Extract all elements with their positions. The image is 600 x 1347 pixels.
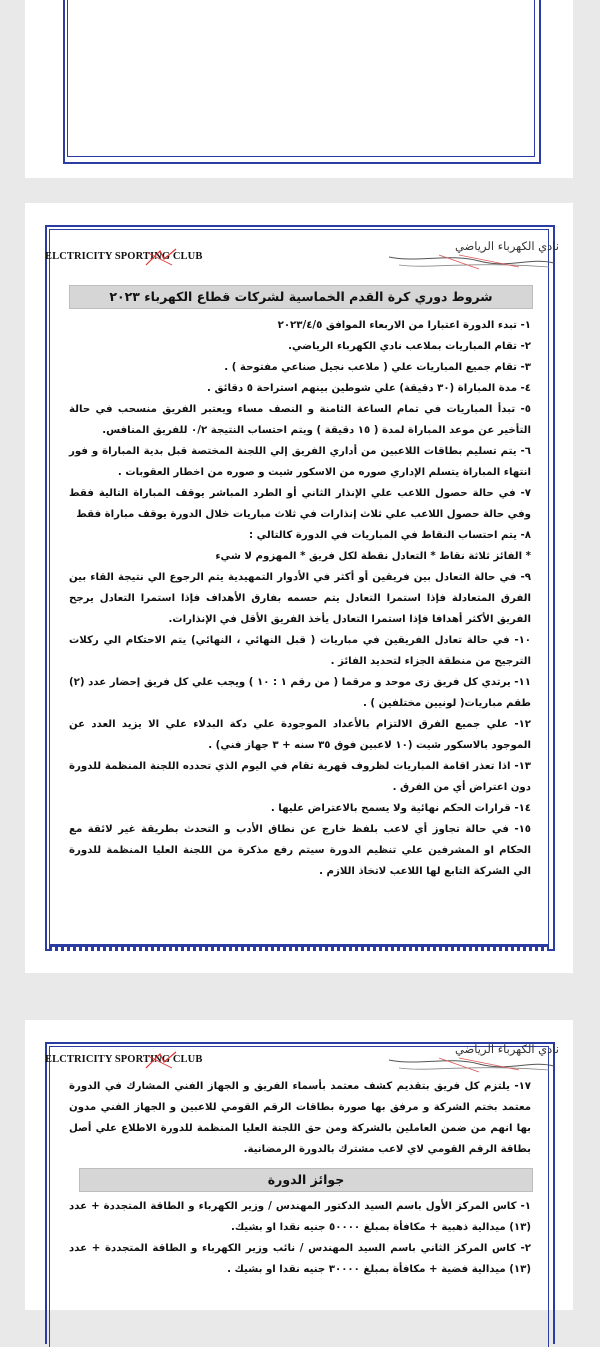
list-item: ١١- يرتدي كل فريق زى موحد و مرقما ( من رقم ١ : ١٠ ) ويجب علي كل فريق إحضار عدد (٢) طقم مباريات( لونيين مختلفين ) . (69, 677, 531, 709)
page-top-fragment (25, 0, 573, 178)
list-item: ٤- مدة المباراة (٣٠ دقيقة) علي شوطين بينهم استراحة ٥ دقائق . (207, 383, 531, 394)
list-item: ٩- في حالة التعادل بين فريقين أو أكثر في الأدوار التمهيدية يتم الرجوع الي نتيجة القاء بين الفرق المتعادلة فإذا استمرا التعادل يتم حسمه بفارق الأهداف فإذا استمرا التعادل يرجح الفريق الأكثر أهدافا فإذا استمرا التعادل يأخذ الفريق الأقل في الإنذارات. (69, 572, 531, 625)
prizes-list (69, 1196, 531, 1280)
list-item: * الفائز ثلاثة نقاط * التعادل نقطة لكل فريق * المهزوم لا شيء (215, 551, 531, 562)
club-name-arabic: نادي الكهرباء الرياضي (454, 1042, 559, 1056)
list-item: ١٥- في حالة تجاوز أي لاعب بلفظ خارج عن نطاق الأدب و التحدث بطريقة غير لائقة مع الحكام او المشرفين علي تنظيم الدورة سيتم رفع مذكرة من اللجنة العليا المنظمة للدورة الي الشركة التابع لها اللاعب لاتخاذ اللازم . (69, 824, 531, 877)
list-item: ١٠- في حالة تعادل الفريقين في مباريات ( قبل النهائي ، النهائي) يتم الاحتكام الي ركلات الترجيح من منطقة الجزاء لتحديد الفائز . (69, 635, 531, 667)
prizes-title: جوائز الدورة (79, 1168, 533, 1192)
rules-list (69, 315, 531, 882)
rules-list-continued (69, 1076, 531, 1160)
list-item: ٦- يتم تسليم بطاقات اللاعبين من أداري الفريق إلي اللجنة المختصة قبل بدية المباراة و فور انتهاء المباراة يتسلم الإداري صوره من الاسكور شيت و صوره من اخطار العقوبات . (69, 446, 531, 478)
logo-scribble-icon (379, 253, 559, 271)
list-item: ١٣- اذا تعذر اقامة المباريات لظروف قهرية تقام في اليوم الذي تحدده اللجنة المنظمة للدورة دون اعتراض أي من الفرق . (69, 761, 531, 793)
list-item: ٧- في حالة حصول اللاعب علي الإنذار الثاني أو الطرد المباشر يوقف المباراة التالية فقط وفي حالة حصول اللاعب علي ثلاث إنذارات في ثلاث مباريات خلال الدورة يوقف مباراة فقط (69, 488, 531, 520)
stamp-icon (142, 247, 182, 269)
list-item: ١٢- علي جميع الفرق الالتزام بالأعداد الموجودة علي دكة البدلاء علي الا يزيد العدد عن الموجود بالاسكور شيت (١٠ لاعبين فوق ٣٥ سنه + ٣ جهاز فني) . (69, 719, 531, 751)
list-item: ٢- تقام المباريات بملاعب نادي الكهرباء الرياضي. (288, 341, 531, 352)
club-name-arabic: نادي الكهرباء الرياضي (454, 239, 559, 253)
list-item: ٨- يتم احتساب النقاط في المباريات في الدورة كالتالي : (249, 530, 531, 541)
list-item: ٥- تبدأ المباريات في تمام الساعة الثامنة و النصف مساء ويعتبر الفريق منسحب في حالة التأخير عن موعد المباراة لمدة ( ١٥ دقيقة ) ويتم احتساب النتيجة ٠/٢ للفريق المنافس. (69, 404, 531, 436)
list-item: ٣- تقام جميع المباريات علي ( ملاعب نجيل صناعي مفتوحة ) . (224, 362, 531, 373)
page-header (25, 239, 573, 273)
document-title: شروط دوري كرة القدم الخماسية لشركات قطاع الكهرباء ٢٠٢٣ (69, 285, 533, 309)
club-logo-arabic (379, 1042, 559, 1076)
club-logo-arabic (379, 239, 559, 273)
club-name-english: ELCTRICITY SPORTING CLUB (45, 251, 203, 262)
stamp-icon (142, 1050, 182, 1072)
page-header (25, 1042, 573, 1076)
page-border-inner (67, 0, 535, 157)
list-item: ١- تبدء الدورة اعتبارا من الاربعاء الموافق ٢٠٢٣/٤/٥ (277, 320, 531, 331)
page-border-strip (49, 945, 549, 951)
club-name-english: ELCTRICITY SPORTING CLUB (45, 1054, 203, 1065)
list-item: ١- كاس المركز الأول باسم السيد الدكتور المهندس / وزير الكهرباء و الطاقة المتجددة + عدد (١٣) ميدالية ذهبية + مكافأة بمبلغ ٥٠٠٠٠ جنيه نقدا او بشيك. (69, 1201, 531, 1233)
document-page-1 (25, 203, 573, 973)
logo-scribble-icon (379, 1056, 559, 1074)
list-item: ١٤- قرارات الحكم نهائية ولا يسمح بالاعتراض عليها . (270, 803, 531, 814)
list-item: ١٧- يلتزم كل فريق بتقديم كشف معتمد بأسماء الفريق و الجهاز الفني المشارك في الدورة معتمد بختم الشركة و مرفق بها صورة بطاقات الرقم القومي للاعبين و الجهاز الفني مدون بها انهم من ضمن العاملين بالشركة ومن حق اللجنة العليا المنظمة للدورة الاطلاع علي أصل بطاقة الرقم القومي لاي لاعب مشترك بالدورة الرمضانية. (69, 1081, 531, 1155)
document-page-2 (25, 1020, 573, 1310)
list-item: ٢- كاس المركز الثاني باسم السيد المهندس / نائب وزير الكهرباء و الطاقة المتجددة + عدد (١٣) ميدالية فضية + مكافأة بمبلغ ٣٠٠٠٠ جنيه نقدا او بشيك . (69, 1243, 531, 1275)
